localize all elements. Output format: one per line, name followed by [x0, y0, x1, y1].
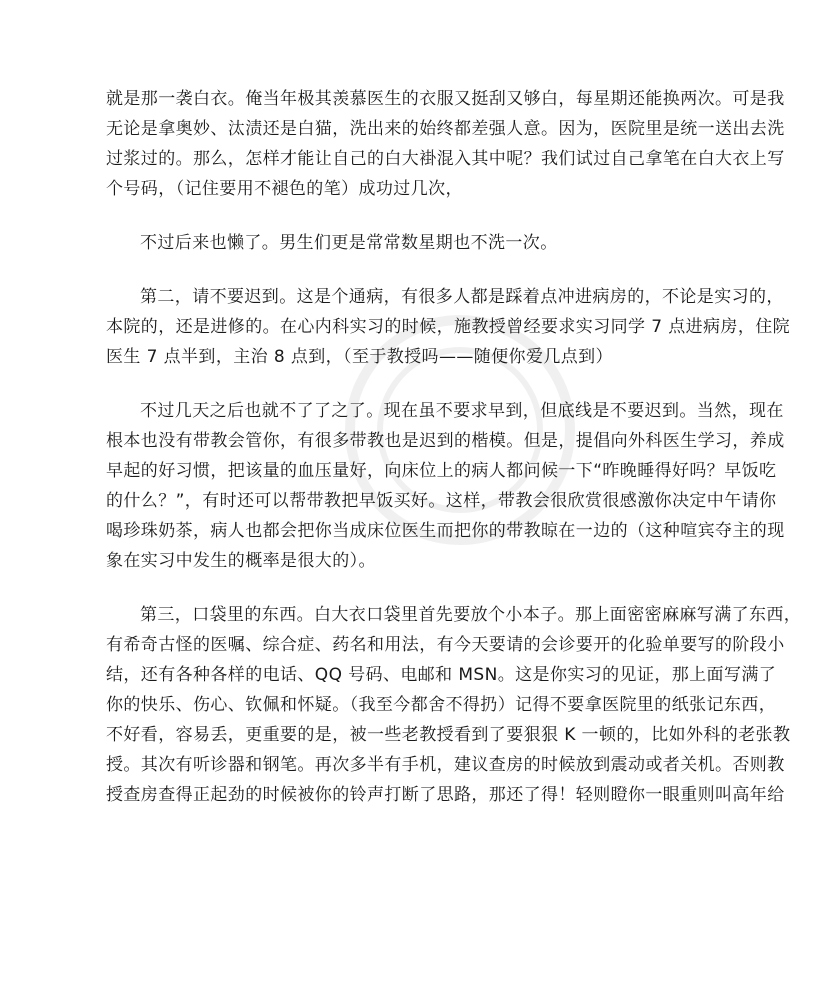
paragraph-4	[106, 396, 785, 576]
paragraph-3	[106, 282, 791, 372]
text-line: 授查房查得正起劲的时候被你的铃声打断了思路，那还了得！轻则瞪你一眼重则叫高年给	[106, 785, 785, 805]
text-line: 第三，口袋里的东西。白大衣口袋里首先要放个小本子。那上面密密麻麻写满了东西，	[140, 605, 802, 625]
text-line: 不过后来也懒了。男生们更是常常数星期也不洗一次。	[140, 233, 558, 253]
paragraph-1	[106, 84, 785, 204]
text-line: 个号码，（记住要用不褪色的笔）成功过几次，	[106, 179, 463, 199]
text-line: 不过几天之后也就不了了之了。现在虽不要求早到，但底线是不要迟到。当然，现在	[140, 401, 784, 421]
text-line: 你的快乐、伤心、钦佩和怀疑。（我至今都舍不得扔）记得不要拿医院里的纸张记东西，	[106, 695, 777, 715]
document-page	[106, 84, 802, 834]
text-line: 医生 7 点半到，主治 8 点到，（至于教授吗——随便你爱几点到）	[106, 347, 613, 367]
paragraph-5	[106, 600, 802, 810]
text-line: 不好看，容易丢，更重要的是，被一些老教授看到了要狠狠 K 一顿的，比如外科的老张教	[106, 725, 791, 745]
paragraph-2	[106, 228, 732, 258]
text-line: 早起的好习惯，把该量的血压量好，向床位上的病人都问候一下“昨晚睡得好吗？早饭吃	[106, 461, 777, 481]
text-line: 结，还有各种各样的电话、QQ 号码、电邮和 MSN。这是你实习的见证，那上面写满了	[106, 665, 777, 685]
text-line: 象在实习中发生的概率是很大的）。	[106, 551, 376, 571]
text-line: 过浆过的。那么，怎样才能让自己的白大褂混入其中呢？我们试过自己拿笔在白大衣上写	[106, 149, 785, 169]
text-line: 本院的，还是进修的。在心内科实习的时候，施教授曾经要求实习同学 7 点进病房，住院	[106, 317, 791, 337]
text-line: 就是那一袭白衣。俺当年极其羡慕医生的衣服又挺刮又够白，每星期还能换两次。可是我	[106, 89, 785, 109]
text-line: 无论是拿奥妙、汰渍还是白猫，洗出来的始终都差强人意。因为，医院里是统一送出去洗	[106, 119, 785, 139]
text-line: 第二，请不要迟到。这是个通病，有很多人都是踩着点冲进病房的，不论是实习的，	[140, 287, 784, 307]
text-line: 根本也没有带教会管你，有很多带教也是迟到的楷模。但是，提倡向外科医生学习，养成	[106, 431, 785, 451]
text-line: 的什么？”，有时还可以帮带教把早饭买好。这样，带教会很欣赏很感激你决定中午请你	[106, 491, 777, 511]
text-line: 喝珍珠奶茶，病人也都会把你当成床位医生而把你的带教晾在一边的（这种喧宾夺主的现	[106, 521, 785, 541]
text-line: 授。其次有听诊器和钢笔。再次多半有手机，建议查房的时候放到震动或者关机。否则教	[106, 755, 785, 775]
text-line: 有希奇古怪的医嘱、综合症、药名和用法，有今天要请的会诊要开的化验单要写的阶段小	[106, 635, 785, 655]
